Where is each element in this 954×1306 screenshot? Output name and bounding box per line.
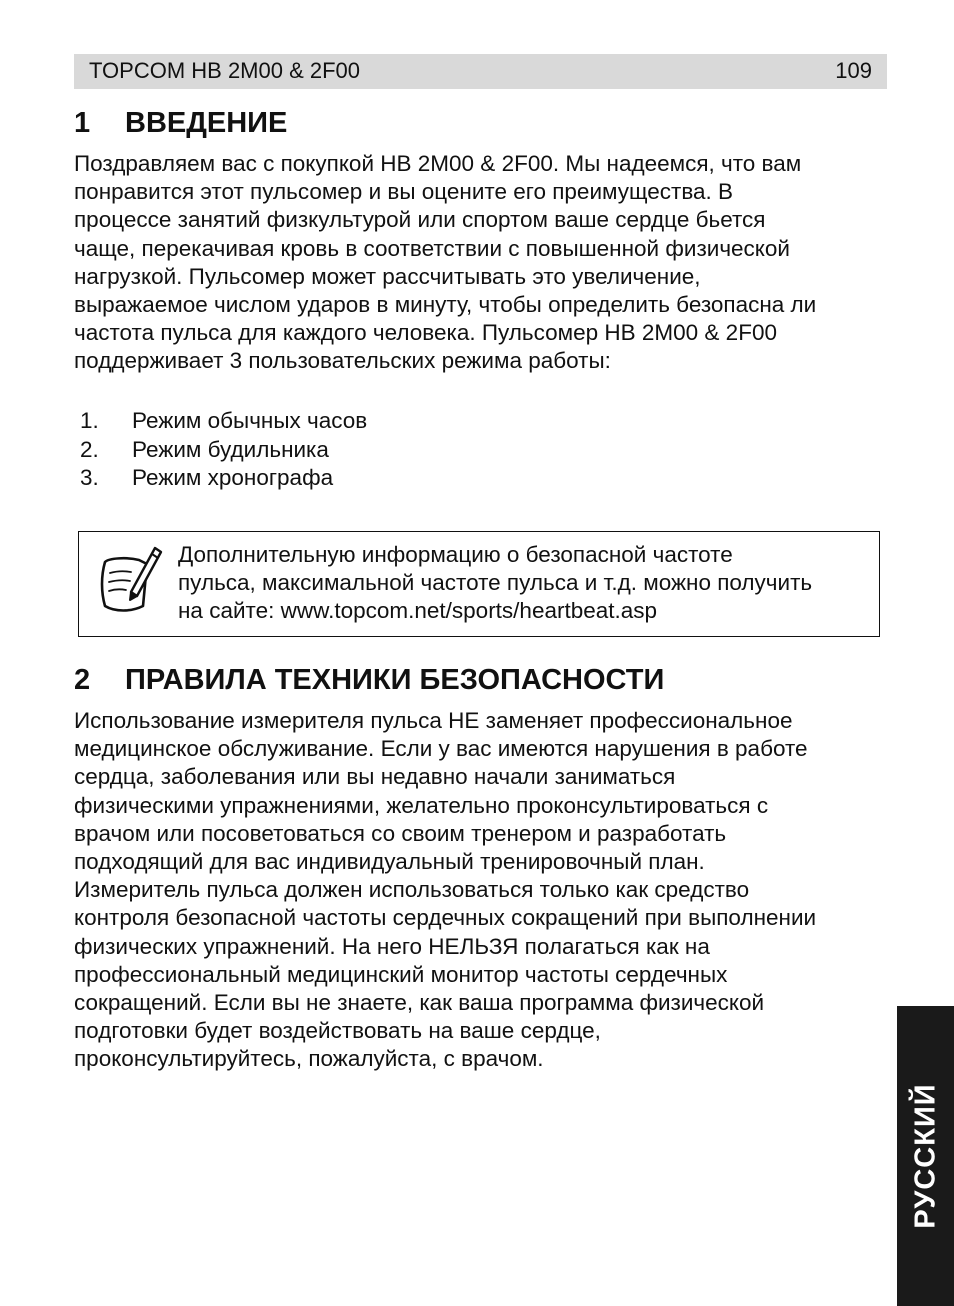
section-1-title: ВВЕДЕНИЕ <box>125 107 288 139</box>
page-number: 109 <box>835 58 872 83</box>
section-2-title: ПРАВИЛА ТЕХНИКИ БЕЗОПАСНОСТИ <box>125 664 665 696</box>
paragraph-line: Поздравляем вас с покупкой HB 2M00 & 2F00. Мы надеемся, что вам <box>74 151 802 176</box>
paragraph-line: процессе занятий физкультурой или спортом ваше сердце бьется <box>74 207 766 233</box>
paragraph-line: сердца, заболевания или вы недавно начали заниматься <box>74 764 676 790</box>
paragraph-line: физических упражнений. На него НЕЛЬЗЯ полагаться как на <box>74 933 710 959</box>
paragraph-line: нагрузкой. Пульсомер может рассчитывать это увеличение, <box>74 263 701 289</box>
section-1-number: 1 <box>74 107 91 139</box>
list-item <box>80 436 367 465</box>
paragraph-line: сокращений. Если вы не знаете, как ваша программа физической <box>74 990 765 1016</box>
document-title: TOPCOM HB 2M00 & 2F00 <box>89 58 361 83</box>
list-item-number: 1. <box>80 408 99 433</box>
paragraph-line: подготовки будет воздействовать на ваше сердце, <box>74 1018 601 1044</box>
paragraph-line: физическими упражнениями, желательно проконсультироваться с <box>74 792 769 818</box>
language-tab <box>897 1006 954 1306</box>
list-item-text: Режим обычных часов <box>132 408 368 433</box>
paragraph-line: врачом или посоветоваться со своим тренером и разработать <box>74 820 727 846</box>
list-item-number: 2. <box>80 436 99 462</box>
list-item-number: 3. <box>80 465 99 491</box>
paragraph-line: выражаемое числом ударов в минуту, чтобы определить безопасна ли <box>74 292 817 318</box>
section-1-heading <box>74 106 287 140</box>
section-2-heading <box>74 663 664 697</box>
paragraph-line: контроля безопасной частоты сердечных сокращений при выполнении <box>74 905 817 931</box>
paragraph-line: понравится этот пульсомер и вы оцените его преимущества. В <box>74 179 734 205</box>
paragraph-line: медицинское обслуживание. Если у вас имеются нарушения в работе <box>74 736 808 762</box>
list-item-text: Режим хронографа <box>132 465 334 491</box>
note-pencil-icon <box>97 540 165 616</box>
note-line: пульса, максимальной частоте пульса и т.д. можно получить <box>178 570 813 595</box>
section-2-number: 2 <box>74 664 91 696</box>
note-text <box>178 541 812 625</box>
note-line: Дополнительную информацию о безопасной частоте <box>178 542 733 567</box>
page-header <box>74 54 887 89</box>
list-item-text: Режим будильника <box>132 436 329 462</box>
note-line: на сайте: www.topcom.net/sports/heartbeat.asp <box>178 598 658 623</box>
paragraph-line: Использование измерителя пульса НЕ заменяет профессиональное <box>74 708 793 733</box>
section-2-paragraph <box>74 707 894 1074</box>
modes-list <box>80 407 367 493</box>
paragraph-line: профессиональный медицинский монитор частоты сердечных <box>74 961 728 987</box>
paragraph-line: Измеритель пульса должен использоваться только как средство <box>74 877 750 903</box>
paragraph-line: подходящий для вас индивидуальный тренировочный план. <box>74 849 705 875</box>
paragraph-line: проконсультируйтесь, пожалуйста, с врачом. <box>74 1046 544 1072</box>
list-item <box>80 407 367 436</box>
paragraph-line: частота пульса для каждого человека. Пульсомер HB 2M00 & 2F00 <box>74 320 777 346</box>
info-note-box <box>78 531 880 637</box>
paragraph-line: поддерживает 3 пользовательских режима работы: <box>74 348 611 374</box>
list-item <box>80 464 367 493</box>
paragraph-line: чаще, перекачивая кровь в соответствии с повышенной физической <box>74 235 790 261</box>
section-1-paragraph <box>74 150 894 376</box>
language-label: РУССКИЙ <box>909 1083 941 1229</box>
